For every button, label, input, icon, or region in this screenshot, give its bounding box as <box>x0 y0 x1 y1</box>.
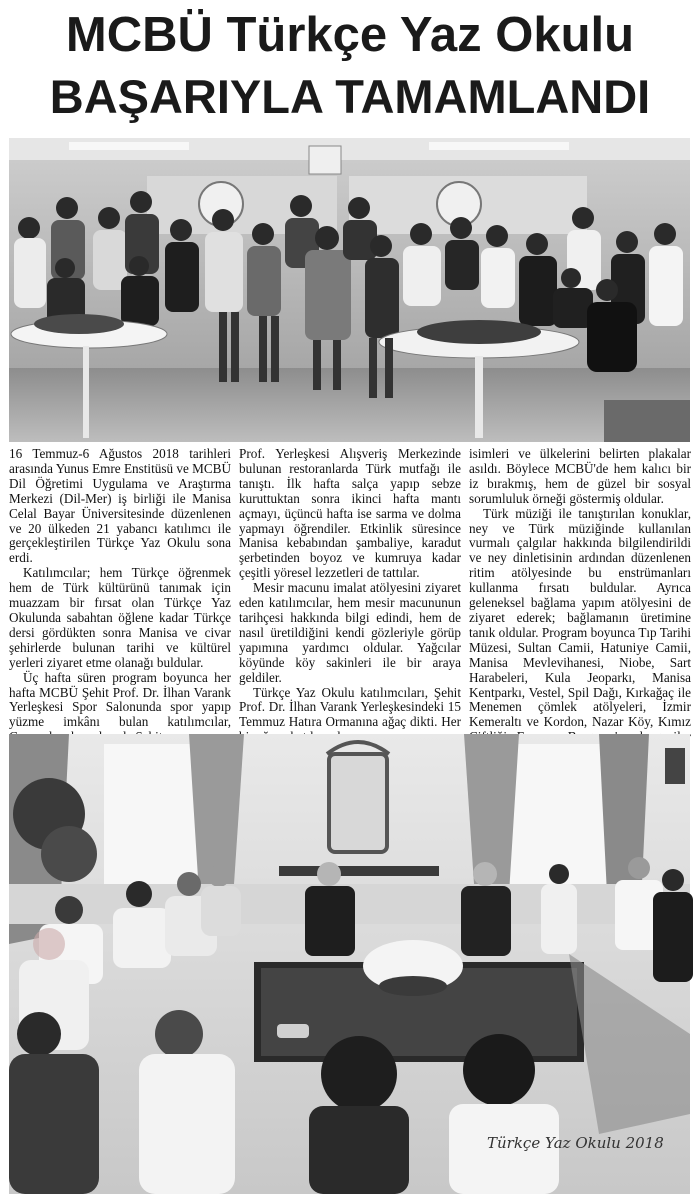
paragraph: Mesir macunu imalat atölyesini ziyaret eden katılımcılar, hem mesir macununun tarihçesi hakkında bilgi edindi, hem de nasıl üretildiğini kendi gözleriyle görüp yapımına yardımcı oldular. Yağcılar köyünde köy sakinleri ile bir araya geldiler. <box>239 580 461 685</box>
article-column-2 <box>239 447 461 729</box>
handwriting-text: Türkçe Yaz Okulu 2018 <box>487 1134 664 1152</box>
group-photo <box>9 138 690 442</box>
paragraph: Türkçe Yaz Okulu katılımcıları, Şehit Prof. Dr. İlhan Varank Yerleşkesindeki 15 Temmuz Hatıra Ormanına ağaç dikti. Her <box>239 684 461 730</box>
headline <box>0 4 700 128</box>
paragraph: Üç hafta süren program boyunca her hafta MCBÜ Şehit Prof. Dr. İlhan Varank Yerleşkesi Spor Salonunda spor yapıp yüzme imkânı bulan katılımcılar, <box>9 669 231 730</box>
paragraph: 16 Temmuz-6 Ağustos 2018 tarihleri arasında Yunus Emre Enstitüsü ve MCBÜ Dil Öğretimi Uygulama ve Araştırma Merkezi (Dil-Mer) iş birliği ile Manisa Celal Bayar Üniversitesinde düzenlenen ve 20 ülkeden 21 yabancı katılımcı ile gerçekleştirilen Türkçe Yaz Okulu sona erdi. <box>9 446 231 566</box>
article-column-3 <box>469 447 691 729</box>
paragraph: isimleri ve ülkelerini belirten plakalar asıldı. Böylece MCBÜ'de hem kalıcı bir iz bırakmış, hem de güzel bir sosyal sorumluluk örneği göstermiş oldular. <box>469 446 691 506</box>
article-body <box>9 447 690 729</box>
article-column-1 <box>9 447 231 729</box>
paragraph: Prof. Yerleşkesi Alışveriş Merkezinde bulunan restoranlarda Türk mutfağı ile tanıştı. İlk hafta salça yapıp sebze kuruttuktan sonra ikinci hafta mantı açmayı, üçüncü hafta ise sarma ve dolma yapmayı öğrendiler. Etkinlik süresince Manisa kebabından şambaliye, karadut şerbetinden boyoz ve kumruya kadar çeşitli yöresel lezzetleri de tattılar. <box>239 446 461 581</box>
group-photo-image <box>9 138 690 442</box>
paragraph-text: Türk müziği ile tanıştırılan konuklar, ney ve Türk müziğinde kullanılan vurmalı çalgılar hakkında bilgilendirildi ve ney dinletisinin ardından düzenlenen ritim atölyesinde bu enstrümanları kullanma fırsatı buldular. Ayrıca geleneksel bağlama yapım atölyesini de ziyaret ederek; bağlamanın üretimine tanık oldular. Program boyunca Tıp Tarihi Müzesi, Sultan Camii, Hatuniye Camii, Manisa Mevlevihanesi, Niobe, Sart Harabeleri, Kula Jeoparkı, Manisa Kentparkı, Vestel, Spil Dağı, Kırkağaç ile Menemen çömlek atölyeleri, İzmir Kemeraltı ve Kordon, Nazar Köy, Kımız <box>469 505 692 730</box>
meeting-room-photo <box>9 734 690 1194</box>
paragraph <box>469 507 691 761</box>
headline-line-1: MCBÜ Türkçe Yaz Okulu <box>65 8 635 62</box>
paragraph: Katılımcılar; hem Türkçe öğrenmek hem de Türk kültürünü tanımak için muazzam bir fırsat olan Türkçe Yaz Okulunda sabahtan öğlene kadar Türkçe dersi gördükten sonra Manisa ve civar şehirlerde bulunan tarihi ve kültürel yerleri ziyaret etme olanağı buldular. <box>9 565 231 670</box>
headline-line-2: BAŞARIYLA TAMAMLANDI <box>49 70 651 123</box>
meeting-room-photo-image <box>9 734 690 1194</box>
